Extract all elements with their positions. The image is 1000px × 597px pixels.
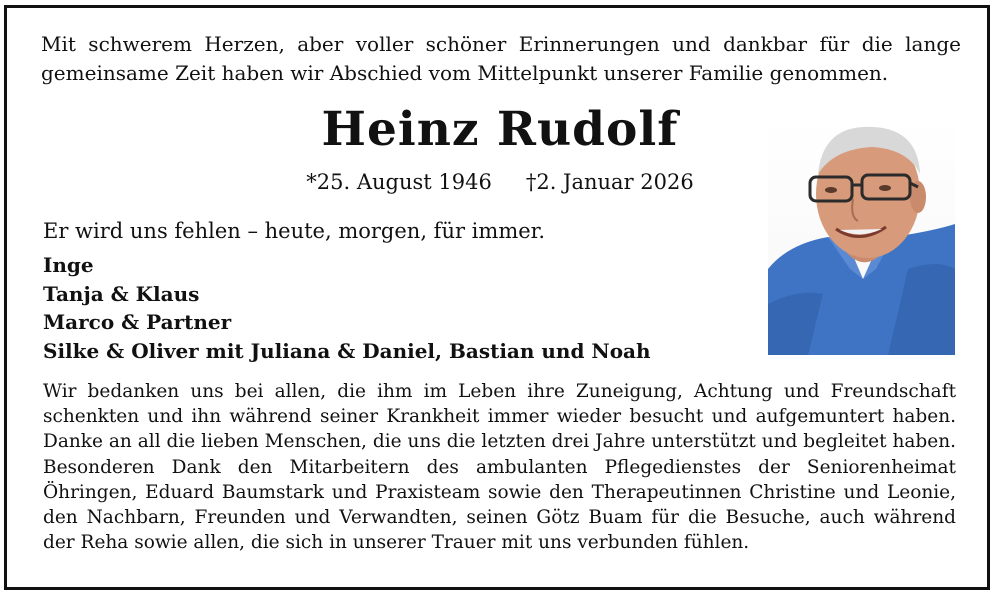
family-member: Inge [43,253,94,277]
family-member: Silke & Oliver mit Juliana & Daniel, Bastian und Noah [43,338,651,363]
life-dates [300,170,700,194]
birth-date: *25. August 1946 [306,170,492,194]
thanks-text: Wir bedanken uns bei allen, die ihm im Leben ihre Zuneigung, Achtung und Freundschaft schenkten und ihn während seiner Krankheit immer wieder besucht und aufgemuntert haben. Danke an all die lieben Menschen, die uns die letzten drei Jahre unterstützt und begleitet haben. Besonderen Dank den Mitarbeitern des ambulanten Pflegedienstes der Seniorenheimat Öhringen, Eduard Baumstark und Praxisteam sowie den Therapeutinnen Christine und Leonie, den Nachbarn, Freunden und Verwandten, seinen Götz Buam für die Besuche, auch während der Reha sowie allen, die sich in unserer Trauer mit uns verbunden fühlen. [43,381,956,554]
deceased-name: Heinz Rudolf [321,102,679,157]
family-list [43,251,651,365]
portrait-photo [768,119,955,355]
remembrance-line: Er wird uns fehlen – heute, morgen, für immer. [43,219,546,243]
portrait-illustration [768,119,955,355]
death-date: †2. Januar 2026 [525,170,694,194]
family-member: Tanja & Klaus [43,281,200,306]
family-member: Marco & Partner [43,310,232,334]
intro-text: Mit schwerem Herzen, aber voller schöner Erinnerungen und dankbar für die lange gemeinsame Zeit haben wir Abschied vom Mittelpunkt unserer Familie genommen. [41,32,961,85]
